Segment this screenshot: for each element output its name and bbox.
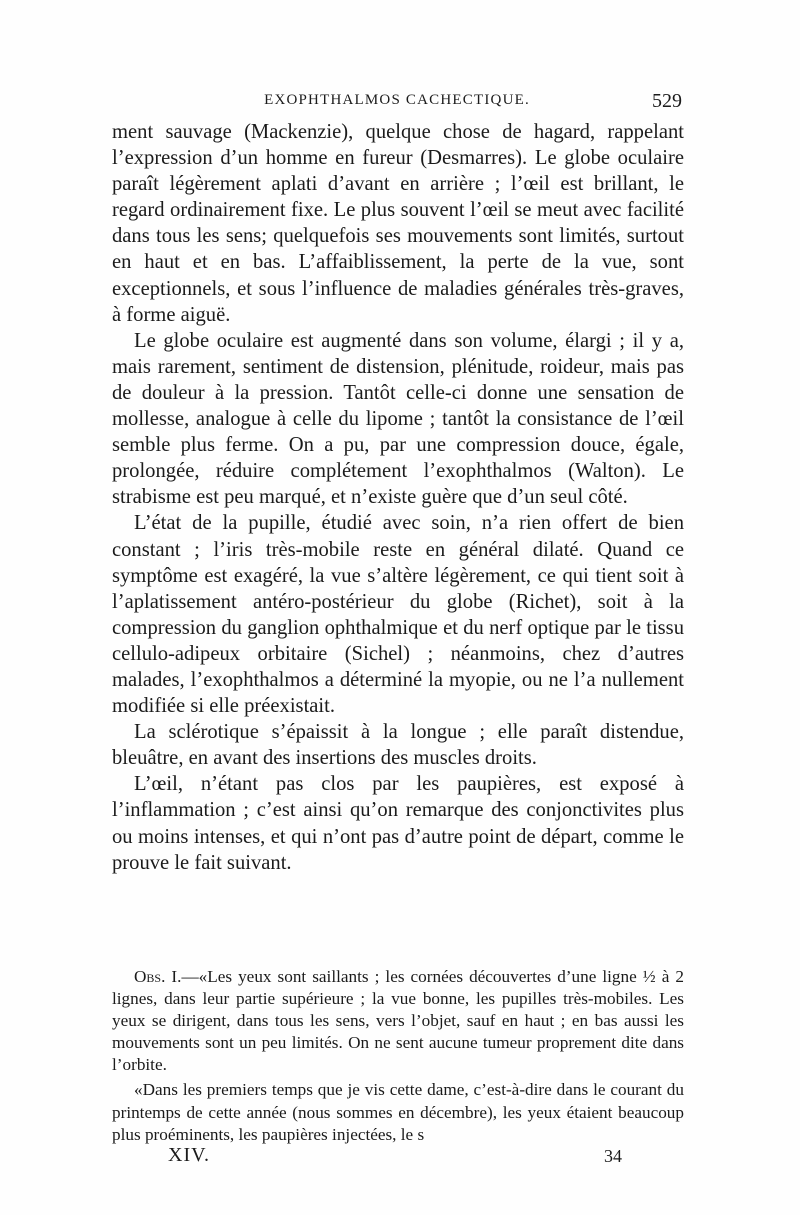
page-number: 529 [652,90,682,112]
signature-number: 34 [604,1146,622,1166]
observation-first [112,966,684,1076]
paragraph-inflammation: L’œil, n’étant pas clos par les paupières, est exposé à l’inflammation ; c’est ainsi qu’on remarque des conjonctivites plus ou moins intenses, et qui n’ont pas d’autre point de départ, comme le prouve le fait suivant. [112,773,684,874]
signature-mark: XIV. [168,1144,210,1166]
paragraph-sclerotique: La sclérotique s’épaissit à la longue ; elle paraît distendue, bleuâtre, en avant des insertions des muscles droits. [112,721,684,770]
body-text [112,119,684,876]
running-head [112,92,682,116]
paragraph-globe-oculaire: Le globe oculaire est augmenté dans son volume, élargi ; il y a, mais rarement, sentiment de distension, plénitude, roideur, mais pas de douleur à la pression. Tantôt celle-ci donne une sensation de mollesse, analogue à celle du lipome ; tantôt la consistance de l’œil semble plus ferme. On a pu, par une compression douce, égale, prolongée, réduire complétement l’exophthalmos (Walton). Le strabisme est peu marqué, et n’existe guère que d’un seul côté. [112,329,684,509]
observation-continuation: «Dans les premiers temps que je vis cette dame, c’est-à-dire dans le courant du printemps de cette année (nous sommes en décembre), les yeux étaient beaucoup plus proéminents, les paupières injectées, le s [112,1080,684,1144]
observation-label: Obs. I. [134,967,182,986]
running-title: EXOPHTHALMOS CACHECTIQUE. [264,92,530,108]
paragraph-pupille: L’état de la pupille, étudié avec soin, n’a rien offert de bien constant ; l’iris très-mobile reste en général dilaté. Quand ce symptôme est exagéré, la vue s’altère légèrement, ce qui tient soit à l’aplatissement antéro-postérieur du globe (Richet), soit à la compression du ganglion ophthalmique et du nerf optique par le tissu cellulo-adipeux orbitaire (Sichel) ; néanmoins, chez d’autres malades, l’exophthalmos a déterminé la myopie, ou ne l’a nullement modifiée si elle préexistait. [112,512,684,718]
observation-text: —«Les yeux sont saillants ; les cornées découvertes d’une ligne ½ à 2 lignes, dans leur partie supérieure ; la vue bonne, les pupilles très-mobiles. Les yeux se dirigent, dans tous les sens, vers l’objet, sauf en haut ; en bas aussi les mouvements sont un peu limités. On ne sent aucune tumeur proprement dite dans l’orbite. [112,967,684,1075]
paragraph-continuation: ment sauvage (Mackenzie), quelque chose de hagard, rappelant l’expression d’un homme en fureur (Desmarres). Le globe oculaire paraît légèrement aplati d’avant en arrière ; l’œil est brillant, le regard ordinairement fixe. Le plus souvent l’œil se meut avec facilité dans tous les sens; quelquefois ses mouvements sont limités, surtout en haut et en bas. L’affaiblissement, la perte de la vue, sont exceptionnels, et sous l’influence de maladies générales très-graves, à forme aiguë. [112,121,684,326]
observation-notes [112,966,684,1146]
